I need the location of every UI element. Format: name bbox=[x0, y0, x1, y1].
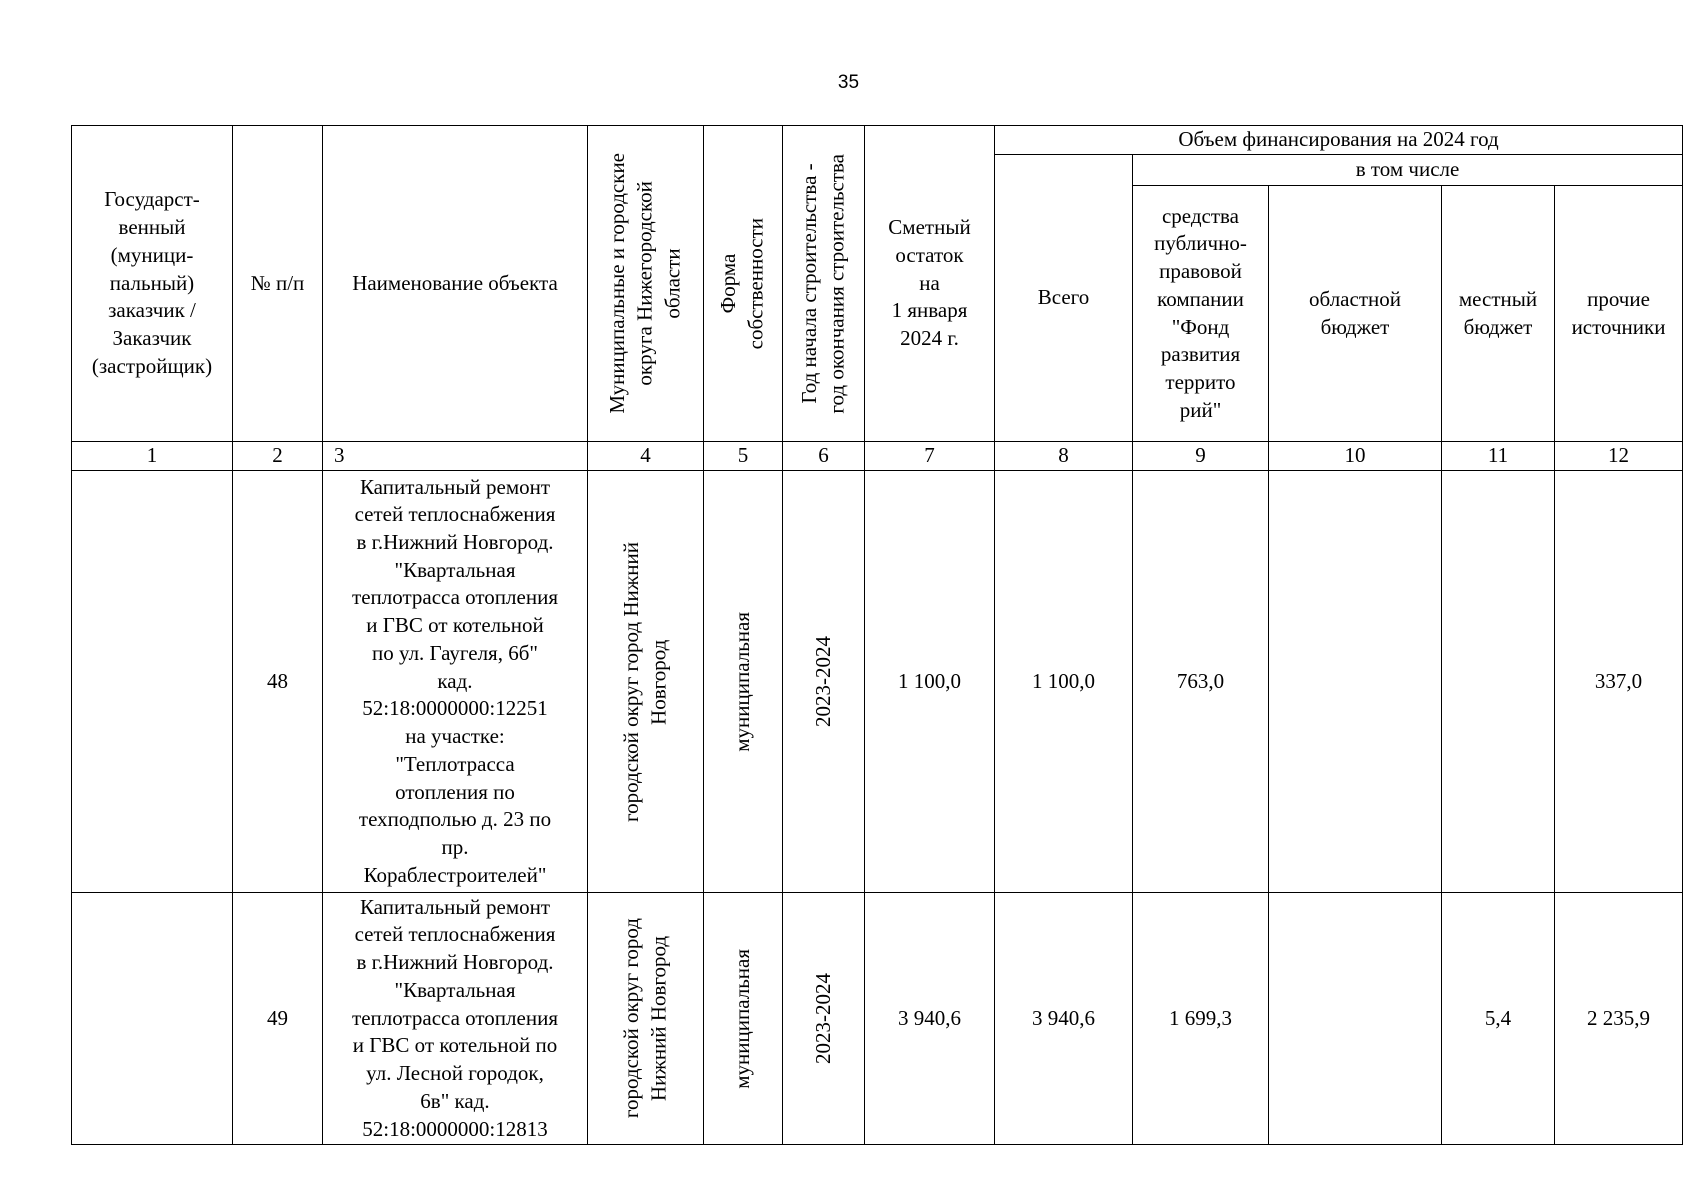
column-number: 2 bbox=[233, 442, 323, 471]
header-municipal: Муниципальные и городские округа Нижегородской области bbox=[604, 153, 685, 414]
customer-cell bbox=[72, 471, 233, 893]
column-number: 12 bbox=[1555, 442, 1683, 471]
object-name: Капитальный ремонт сетей теплоснабжения в г.Нижний Новгород. "Квартальная теплотрасса отопления и ГВС от котельной по ул. Гаугеля, 6б" кад. 52:18:0000000:12251 на участке: "Теплотрасса отопления по техподполью д. 23 по пр. Кораблестроителей" bbox=[323, 471, 588, 893]
other-value: 2 235,9 bbox=[1555, 893, 1683, 1145]
customer-cell bbox=[72, 893, 233, 1145]
header-ownership-cell bbox=[704, 126, 783, 442]
header-years-cell bbox=[783, 126, 865, 442]
column-number-row bbox=[72, 442, 1683, 471]
estimate-value: 3 940,6 bbox=[865, 893, 995, 1145]
header-municipal-cell bbox=[588, 126, 704, 442]
municipal-cell bbox=[588, 893, 704, 1145]
total-value: 1 100,0 bbox=[995, 471, 1133, 893]
header-customer: Государст- венный (муници- пальный) заказчик / Заказчик (застройщик) bbox=[72, 126, 233, 442]
header-estimate: Сметный остаток на 1 января 2024 г. bbox=[865, 126, 995, 442]
fund-value: 1 699,3 bbox=[1133, 893, 1269, 1145]
table-row bbox=[72, 893, 1683, 1145]
column-number: 9 bbox=[1133, 442, 1269, 471]
column-number: 4 bbox=[588, 442, 704, 471]
header-regional: областной бюджет bbox=[1269, 186, 1442, 442]
header-num: № п/п bbox=[233, 126, 323, 442]
construction-years: 2023-2024 bbox=[810, 636, 835, 727]
header-total: Всего bbox=[995, 155, 1133, 442]
local-value: 5,4 bbox=[1442, 893, 1555, 1145]
header-local: местный бюджет bbox=[1442, 186, 1555, 442]
header-years: Год начала строительства - год окончания строительства bbox=[796, 153, 849, 414]
municipal-name: городской округ город Нижний Новгород bbox=[618, 541, 671, 822]
years-cell bbox=[783, 893, 865, 1145]
row-number: 48 bbox=[233, 471, 323, 893]
ownership-form: муниципальная bbox=[730, 611, 755, 752]
object-name: Капитальный ремонт сетей теплоснабжения в г.Нижний Новгород. "Квартальная теплотрасса отопления и ГВС от котельной по ул. Лесной городок, 6в" кад. 52:18:0000000:12813 bbox=[323, 893, 588, 1145]
total-value: 3 940,6 bbox=[995, 893, 1133, 1145]
column-number: 11 bbox=[1442, 442, 1555, 471]
column-number: 5 bbox=[704, 442, 783, 471]
local-value bbox=[1442, 471, 1555, 893]
regional-value bbox=[1269, 893, 1442, 1145]
page-number: 35 bbox=[837, 72, 860, 93]
column-number: 8 bbox=[995, 442, 1133, 471]
row-number: 49 bbox=[233, 893, 323, 1145]
regional-value bbox=[1269, 471, 1442, 893]
column-number: 3 bbox=[323, 442, 588, 471]
financing-table bbox=[71, 125, 1683, 1145]
column-number: 10 bbox=[1269, 442, 1442, 471]
fund-value: 763,0 bbox=[1133, 471, 1269, 893]
municipal-cell bbox=[588, 471, 704, 893]
estimate-value: 1 100,0 bbox=[865, 471, 995, 893]
ownership-cell bbox=[704, 471, 783, 893]
header-including: в том числе bbox=[1133, 155, 1683, 186]
header-fund: средства публично- правовой компании "Фонд развития террито рий" bbox=[1133, 186, 1269, 442]
column-number: 1 bbox=[72, 442, 233, 471]
construction-years: 2023-2024 bbox=[810, 973, 835, 1064]
municipal-name: городской округ город Нижний Новгород bbox=[618, 918, 671, 1119]
header-object-name: Наименование объекта bbox=[323, 126, 588, 442]
column-number: 7 bbox=[865, 442, 995, 471]
ownership-form: муниципальная bbox=[730, 948, 755, 1089]
header-other: прочие источники bbox=[1555, 186, 1683, 442]
other-value: 337,0 bbox=[1555, 471, 1683, 893]
column-number: 6 bbox=[783, 442, 865, 471]
header-ownership: Форма собственности bbox=[716, 217, 768, 350]
ownership-cell bbox=[704, 893, 783, 1145]
years-cell bbox=[783, 471, 865, 893]
header-financing: Объем финансирования на 2024 год bbox=[995, 126, 1683, 155]
table-row bbox=[72, 471, 1683, 893]
